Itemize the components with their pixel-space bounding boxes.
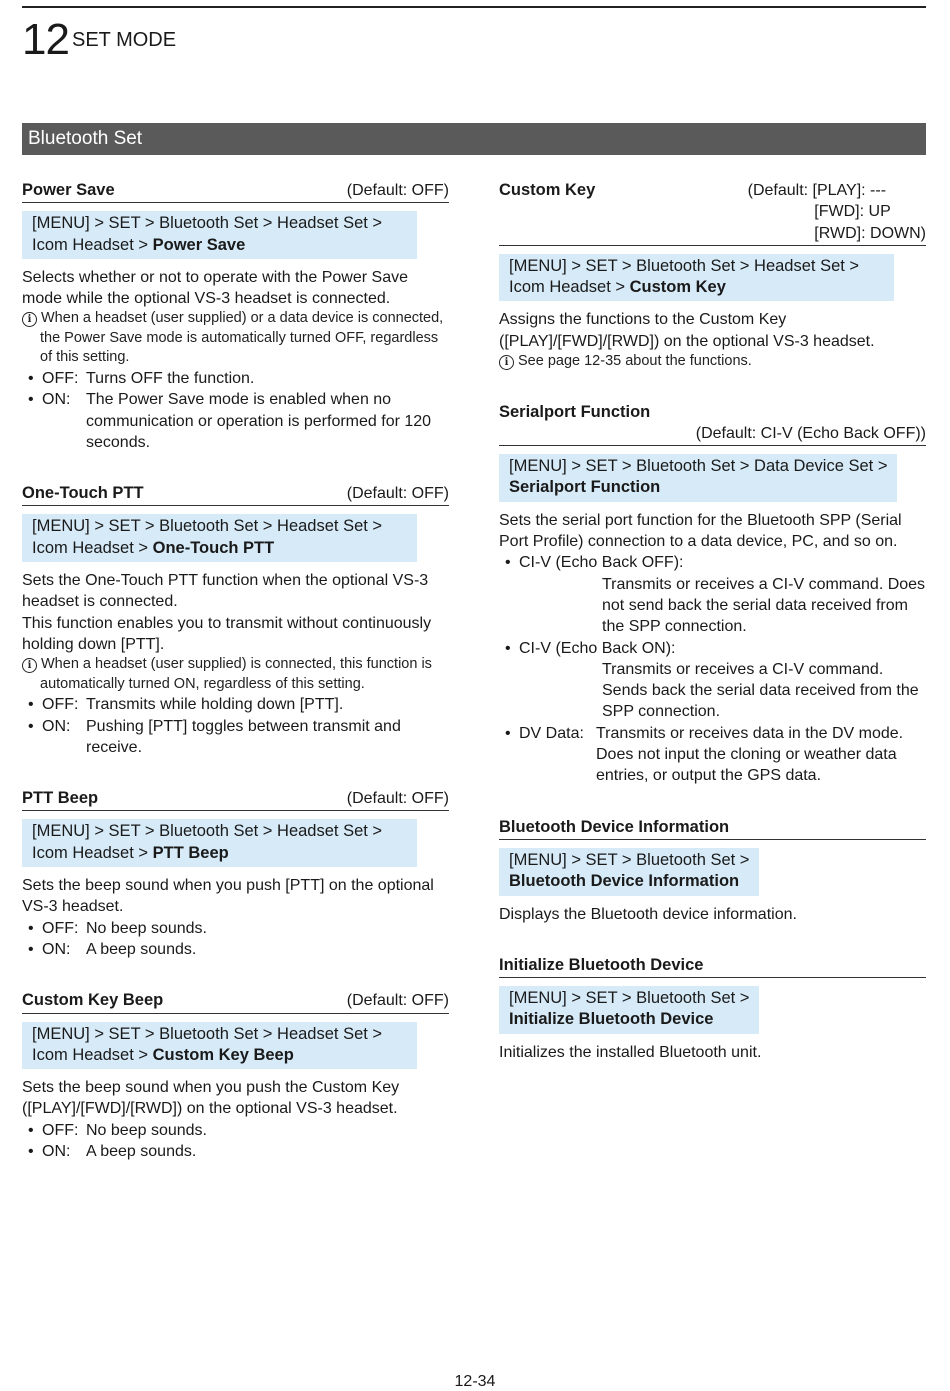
option-item: • ON: Pushing [PTT] toggles between transmit and receive. (22, 716, 449, 759)
info-icon: i (499, 355, 514, 370)
section-title: Custom Key (499, 181, 596, 199)
section-title: Custom Key Beep (22, 991, 164, 1010)
default-value: (Default: OFF) (346, 992, 449, 1010)
option-item: • CI-V (Echo Back ON): Transmits or receives a CI-V command. Sends back the serial data received from the SPP connection. (499, 638, 926, 723)
description: Sets the beep sound when you push the Custom Key ([PLAY]/[FWD]/[RWD]) on the optional VS-3 headset. (22, 1079, 400, 1118)
initialize-bluetooth-device-section (499, 955, 926, 1063)
section-title: PTT Beep (22, 789, 99, 808)
option-item: • ON: A beep sounds. (22, 1141, 449, 1162)
ptt-beep-section (22, 788, 449, 960)
option-desc: Transmits while holding down [PTT]. (86, 696, 344, 714)
menu-path-prefix: [MENU] > SET > Bluetooth Set > Data Device Set > (509, 457, 888, 476)
right-column (499, 180, 926, 1093)
power-save-section (22, 180, 449, 453)
page-number: 12-34 (454, 1373, 496, 1390)
option-desc: Transmits or receives a CI-V command. Does not send back the serial data received from the SPP connection. (602, 575, 926, 636)
default-value: (Default: [PLAY]: --- [FWD]: UP [RWD]: DOWN) (747, 182, 926, 242)
section-header (22, 180, 449, 203)
section-banner: Bluetooth Set (22, 123, 926, 155)
info-icon: i (22, 312, 37, 327)
option-desc: No beep sounds. (86, 1121, 207, 1139)
menu-path-prefix: [MENU] > SET > Bluetooth Set > (509, 989, 750, 1008)
one-touch-ptt-section (22, 483, 449, 758)
section-title: One-Touch PTT (22, 484, 144, 503)
option-key: OFF: (42, 369, 79, 387)
option-desc: Pushing [PTT] toggles between transmit and receive. (86, 717, 401, 756)
note (22, 309, 449, 368)
default-value: (Default: OFF) (346, 485, 449, 503)
option-item: • DV Data: Transmits or receives data in the DV mode. Does not input the cloning or weather data entries, or output the GPS data. (499, 723, 926, 787)
description: Initializes the installed Bluetooth unit. (499, 1043, 762, 1061)
section-title: Serialport Function (499, 402, 651, 421)
description: Sets the beep sound when you push [PTT] on the optional VS-3 headset. (22, 877, 434, 916)
menu-path-item: One-Touch PTT (152, 538, 275, 557)
menu-path-prefix: [MENU] > SET > Bluetooth Set > Headset Set > Icom Headset > (32, 1024, 383, 1064)
note (22, 655, 449, 694)
description: Selects whether or not to operate with the Power Save mode while the optional VS-3 headset is connected. (22, 268, 408, 308)
note (499, 352, 926, 372)
option-key: ON: (42, 717, 71, 735)
option-desc: A beep sounds. (86, 940, 197, 958)
option-desc: A beep sounds. (86, 1143, 197, 1160)
top-rule (22, 6, 926, 8)
note-text: When a headset (user supplied) or a data device is connected, the Power Save mode is automatically turned OFF, regardless of this setting. (40, 310, 444, 366)
menu-path (499, 848, 759, 896)
menu-path-item: Serialport Function (509, 478, 661, 497)
option-key: CI-V (Echo Back ON): (519, 639, 676, 657)
menu-path-item: Power Save (152, 235, 246, 254)
note-text: See page 12-35 about the functions. (518, 353, 752, 370)
description-2: This function enables you to transmit without continuously holding down [PTT]. (22, 614, 432, 653)
option-key: CI-V (Echo Back OFF): (519, 554, 684, 572)
menu-path (499, 986, 759, 1034)
menu-path (22, 1022, 417, 1070)
menu-path (499, 254, 894, 302)
section-header (499, 817, 926, 840)
menu-path-prefix: [MENU] > SET > Bluetooth Set > Headset Set > Icom Headset > (32, 214, 383, 254)
option-item: • OFF: No beep sounds. (22, 918, 449, 939)
option-item: • OFF: Turns OFF the function. (22, 368, 449, 389)
menu-path-prefix: [MENU] > SET > Bluetooth Set > Headset Set > Icom Headset > (32, 822, 383, 862)
section-title: Bluetooth Device Information (499, 817, 730, 836)
description: Sets the One-Touch PTT function when the optional VS-3 headset is connected. (22, 572, 429, 611)
default-value: (Default: OFF) (346, 182, 449, 199)
option-key: ON: (42, 391, 71, 409)
menu-path-prefix: [MENU] > SET > Bluetooth Set > Headset Set > Icom Headset > (32, 517, 383, 557)
option-item: • ON: A beep sounds. (22, 939, 449, 960)
info-icon: i (22, 658, 37, 673)
section-header (499, 402, 926, 447)
serialport-function-section (499, 402, 926, 787)
menu-path (22, 514, 417, 562)
option-key: ON: (42, 940, 71, 958)
menu-path-prefix: [MENU] > SET > Bluetooth Set > Headset Set > Icom Headset > (509, 256, 860, 297)
menu-path-item: Bluetooth Device Information (509, 872, 740, 891)
left-column (22, 180, 449, 1192)
option-item: • OFF: Transmits while holding down [PTT]. (22, 694, 449, 715)
section-header (22, 990, 449, 1013)
menu-path (22, 819, 417, 867)
menu-path (499, 454, 897, 502)
description: Sets the serial port function for the Bluetooth SPP (Serial Port Profile) connection to a data device, PC, and so on. (499, 511, 902, 551)
option-key: ON: (42, 1143, 71, 1160)
menu-path-prefix: [MENU] > SET > Bluetooth Set > (509, 850, 750, 869)
option-desc: The Power Save mode is enabled when no communication or operation is performed for 120 seconds. (86, 391, 432, 451)
menu-path-item: Custom Key Beep (152, 1045, 294, 1064)
option-item: • OFF: No beep sounds. (22, 1120, 449, 1141)
option-key: OFF: (42, 919, 79, 937)
option-desc: Transmits or receives data in the DV mode. Does not input the cloning or weather data entries, or output the GPS data. (596, 724, 904, 785)
menu-path-item: Custom Key (629, 278, 726, 297)
section-header (499, 180, 926, 246)
section-header (499, 955, 926, 978)
chapter-title: SET MODE (72, 29, 177, 51)
option-key: OFF: (42, 1121, 79, 1139)
menu-path-item: PTT Beep (152, 843, 229, 862)
section-header (22, 483, 449, 506)
option-item: • ON: The Power Save mode is enabled when no communication or operation is performed for 120 seconds. (22, 389, 449, 453)
default-value: (Default: OFF) (346, 790, 449, 808)
option-item: • CI-V (Echo Back OFF): Transmits or receives a CI-V command. Does not send back the serial data received from the SPP connection. (499, 552, 926, 637)
section-title: Power Save (22, 181, 115, 199)
description: Assigns the functions to the Custom Key ([PLAY]/[FWD]/[RWD]) on the optional VS-3 headset. (499, 311, 875, 350)
option-desc: No beep sounds. (86, 919, 207, 937)
menu-path (22, 211, 417, 259)
option-key: DV Data: (519, 724, 584, 742)
option-key: OFF: (42, 696, 79, 714)
custom-key-section (499, 180, 926, 372)
option-desc: Transmits or receives a CI-V command. Sends back the serial data received from the SPP connection. (602, 660, 919, 721)
description: Displays the Bluetooth device information. (499, 905, 797, 923)
menu-path-item: Initialize Bluetooth Device (509, 1010, 714, 1029)
chapter-number: 12 (22, 15, 69, 64)
note-text: When a headset (user supplied) is connected, this function is automatically turned ON, regardless of this setting. (40, 656, 432, 692)
section-title: Initialize Bluetooth Device (499, 955, 704, 974)
bluetooth-device-information-section (499, 817, 926, 925)
default-value: (Default: CI-V (Echo Back OFF)) (695, 424, 926, 442)
section-header (22, 788, 449, 811)
option-desc: Turns OFF the function. (86, 369, 255, 387)
custom-key-beep-section (22, 990, 449, 1162)
